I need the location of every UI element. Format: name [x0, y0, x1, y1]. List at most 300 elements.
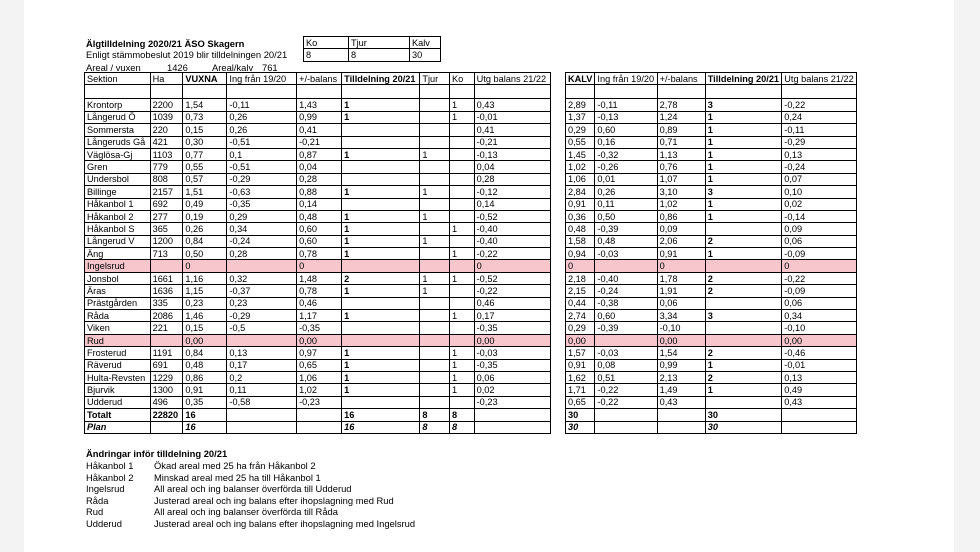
- table-cell: Bjurvik: [85, 384, 151, 396]
- table-cell: 0,78: [297, 285, 342, 297]
- areal-vuxen-value: 1426: [167, 62, 188, 73]
- table-cell: -0,35: [474, 359, 550, 371]
- table-cell: Håkanbol 2: [85, 210, 151, 222]
- table-row: [566, 396, 857, 408]
- table-cell: -0,39: [595, 322, 657, 334]
- table-cell: Undersbol: [85, 173, 151, 185]
- table-cell: 0,08: [595, 359, 657, 371]
- table-cell: 1: [705, 384, 782, 396]
- table-cell: -0,09: [782, 248, 857, 260]
- table-cell: [450, 173, 475, 185]
- table-cell: [297, 85, 342, 99]
- table-cell: -0,22: [595, 396, 657, 408]
- table-cell: 1: [342, 223, 420, 235]
- table-cell: Ha: [150, 73, 183, 85]
- table-cell: 0,09: [782, 223, 857, 235]
- table-cell: 0,49: [183, 198, 227, 210]
- table-cell: [657, 85, 705, 99]
- table-cell: -0,24: [782, 161, 857, 173]
- document-subtitle: Enligt stämmobeslut 2019 blir tilldelningen 20/21: [86, 49, 288, 60]
- table-cell: [450, 161, 475, 173]
- table-cell: 2: [342, 272, 420, 284]
- table-cell: 3: [705, 310, 782, 322]
- table-cell: 0,65: [297, 359, 342, 371]
- table-cell: 0: [297, 260, 342, 272]
- table-cell: Billinge: [85, 186, 151, 198]
- table-row: [566, 186, 857, 198]
- table-cell: [342, 85, 420, 99]
- table-cell: [342, 124, 420, 136]
- table-row: [85, 124, 551, 136]
- table-cell: 0,1: [227, 148, 297, 160]
- table-cell: -0,35: [297, 322, 342, 334]
- table-cell: 1: [420, 235, 450, 247]
- table-cell: 0,87: [297, 148, 342, 160]
- table-row: [566, 99, 857, 111]
- table-cell: 2157: [150, 186, 183, 198]
- table-cell: [450, 124, 475, 136]
- table-cell: 1: [705, 124, 782, 136]
- table-cell: 1,48: [297, 272, 342, 284]
- table-cell: [450, 85, 475, 99]
- table-cell: 1,51: [183, 186, 227, 198]
- table-cell: -0,09: [782, 285, 857, 297]
- table-cell: 220: [150, 124, 183, 136]
- table-cell: Tilldelning 20/21: [342, 73, 420, 85]
- table-cell: 0,09: [657, 223, 705, 235]
- table-cell: Viken: [85, 322, 151, 334]
- totals-row: [566, 409, 857, 421]
- table-cell: 0,11: [227, 384, 297, 396]
- table-cell: 0,60: [297, 223, 342, 235]
- table-cell: 0: [782, 260, 857, 272]
- table-row: [566, 334, 857, 346]
- table-cell: -0,03: [595, 347, 657, 359]
- table-cell: [227, 409, 297, 421]
- table-cell: [566, 85, 595, 99]
- table-cell: -0,21: [474, 136, 550, 148]
- table-cell: 0,60: [297, 235, 342, 247]
- table-cell: -0,38: [595, 297, 657, 309]
- document-title: Älgtilldelning 2020/21 ÄSO Skagern: [86, 38, 245, 49]
- table-cell: Utg balans 21/22: [474, 73, 550, 85]
- table-row: [85, 334, 551, 346]
- table-cell: 1: [705, 148, 782, 160]
- table-header-row: [566, 73, 857, 85]
- table-cell: 22820: [150, 409, 183, 421]
- change-text: Minskad areal med 25 ha till Håkanbol 1: [154, 471, 321, 483]
- plan-row: [85, 421, 551, 433]
- table-cell: 0,24: [782, 111, 857, 123]
- table-cell: Plan: [85, 421, 151, 433]
- table-cell: [342, 396, 420, 408]
- table-cell: 0,48: [595, 235, 657, 247]
- table-cell: [705, 223, 782, 235]
- table-cell: 0: [183, 260, 227, 272]
- table-cell: Utg balans 21/22: [782, 73, 857, 85]
- table-row: [85, 223, 551, 235]
- table-cell: Tilldelning 20/21: [705, 73, 782, 85]
- table-cell: 2,78: [657, 99, 705, 111]
- quota-value: 30: [410, 49, 441, 61]
- table-cell: -0,22: [474, 285, 550, 297]
- table-cell: 0,57: [183, 173, 227, 185]
- table-cell: Ingelsrud: [85, 260, 151, 272]
- table-cell: 0,26: [227, 111, 297, 123]
- table-row: [566, 260, 857, 272]
- table-cell: 1,45: [566, 148, 595, 160]
- table-cell: 0,89: [657, 124, 705, 136]
- table-cell: -0,40: [474, 223, 550, 235]
- table-cell: 0,06: [782, 297, 857, 309]
- table-cell: -0,11: [227, 99, 297, 111]
- table-cell: [342, 198, 420, 210]
- table-cell: [342, 161, 420, 173]
- table-cell: 0,06: [782, 235, 857, 247]
- table-cell: [227, 260, 297, 272]
- table-cell: 1: [420, 210, 450, 222]
- table-row: [85, 347, 551, 359]
- table-cell: Råda: [85, 310, 151, 322]
- table-cell: 2,13: [657, 371, 705, 383]
- table-cell: 1,91: [657, 285, 705, 297]
- table-cell: 1: [450, 371, 475, 383]
- table-row: [566, 248, 857, 260]
- table-cell: 0,13: [782, 371, 857, 383]
- table-cell: 1191: [150, 347, 183, 359]
- table-cell: -0,13: [595, 111, 657, 123]
- table-cell: 496: [150, 396, 183, 408]
- table-cell: 0,50: [183, 248, 227, 260]
- table-cell: [420, 173, 450, 185]
- table-row: [85, 384, 551, 396]
- table-cell: [420, 297, 450, 309]
- table-row: [85, 136, 551, 148]
- table-cell: -0,03: [595, 248, 657, 260]
- table-cell: 1: [342, 347, 420, 359]
- table-row: [85, 396, 551, 408]
- table-cell: 0: [657, 260, 705, 272]
- table-cell: 0,99: [657, 359, 705, 371]
- table-cell: -0,10: [657, 322, 705, 334]
- change-text: Ökad areal med 25 ha från Håkanbol 2: [154, 460, 316, 471]
- table-row: [85, 297, 551, 309]
- table-cell: 0,35: [183, 396, 227, 408]
- table-cell: -0,46: [782, 347, 857, 359]
- table-cell: 16: [342, 409, 420, 421]
- table-cell: [420, 223, 450, 235]
- table-cell: 1,54: [657, 347, 705, 359]
- table-cell: [420, 260, 450, 272]
- table-cell: 2,18: [566, 272, 595, 284]
- table-cell: Ing från 19/20: [595, 73, 657, 85]
- table-cell: 0,29: [227, 210, 297, 222]
- table-cell: -0,24: [595, 285, 657, 297]
- change-text: All areal och ing balanser överförda till Råda: [154, 506, 338, 517]
- table-cell: -0,01: [474, 111, 550, 123]
- table-cell: 1: [450, 223, 475, 235]
- table-cell: Ing från 19/20: [227, 73, 297, 85]
- table-cell: 0,43: [657, 396, 705, 408]
- table-cell: [595, 409, 657, 421]
- table-cell: -0,24: [227, 235, 297, 247]
- table-cell: 2,06: [657, 235, 705, 247]
- table-cell: 0,13: [782, 148, 857, 160]
- table-cell: 0,60: [595, 124, 657, 136]
- table-cell: 0,48: [566, 223, 595, 235]
- table-cell: 1,71: [566, 384, 595, 396]
- table-cell: [420, 396, 450, 408]
- table-cell: 1: [705, 198, 782, 210]
- table-row: [566, 136, 857, 148]
- table-cell: [183, 85, 227, 99]
- table-cell: 30: [705, 421, 782, 433]
- table-cell: 0,28: [297, 173, 342, 185]
- table-cell: 0,11: [595, 198, 657, 210]
- table-cell: -0,22: [595, 384, 657, 396]
- table-cell: 0,00: [183, 334, 227, 346]
- table-cell: -0,5: [227, 322, 297, 334]
- table-cell: 0,46: [297, 297, 342, 309]
- table-cell: [657, 421, 705, 433]
- table-row: [85, 111, 551, 123]
- table-cell: [420, 198, 450, 210]
- table-cell: [782, 85, 857, 99]
- table-cell: -0,22: [782, 272, 857, 284]
- table-row: [85, 198, 551, 210]
- table-cell: +/-balans: [297, 73, 342, 85]
- table-cell: [420, 371, 450, 383]
- table-cell: [450, 198, 475, 210]
- table-cell: 1: [420, 148, 450, 160]
- table-row: [85, 285, 551, 297]
- table-cell: 0,14: [297, 198, 342, 210]
- table-cell: 16: [342, 421, 420, 433]
- table-cell: Räverud: [85, 359, 151, 371]
- table-cell: 1: [705, 111, 782, 123]
- table-row: [566, 223, 857, 235]
- table-cell: [450, 396, 475, 408]
- table-cell: [85, 85, 151, 99]
- table-cell: 1636: [150, 285, 183, 297]
- table-cell: 0,73: [183, 111, 227, 123]
- table-cell: 1: [705, 248, 782, 260]
- table-cell: [150, 334, 183, 346]
- table-cell: 1: [342, 310, 420, 322]
- table-cell: [595, 334, 657, 346]
- table-cell: 0,30: [183, 136, 227, 148]
- table-cell: 30: [566, 421, 595, 433]
- table-cell: -0,11: [782, 124, 857, 136]
- table-spacer-row: [566, 85, 857, 99]
- table-row: [85, 161, 551, 173]
- table-cell: 2: [705, 235, 782, 247]
- change-section: Råda: [86, 494, 109, 506]
- table-cell: 1,78: [657, 272, 705, 284]
- table-cell: [297, 421, 342, 433]
- table-row: [85, 99, 551, 111]
- table-cell: [450, 260, 475, 272]
- calf-allocation-table: [565, 72, 857, 434]
- table-cell: [657, 409, 705, 421]
- table-cell: [474, 421, 550, 433]
- table-cell: -0,22: [474, 248, 550, 260]
- table-cell: 421: [150, 136, 183, 148]
- table-cell: [782, 421, 857, 433]
- table-cell: 1: [342, 210, 420, 222]
- table-cell: 0,86: [183, 371, 227, 383]
- table-cell: 0,26: [183, 223, 227, 235]
- table-cell: 0,60: [595, 310, 657, 322]
- table-cell: -0,14: [782, 210, 857, 222]
- table-cell: 0,99: [297, 111, 342, 123]
- table-cell: Frosterud: [85, 347, 151, 359]
- table-cell: Krontorp: [85, 99, 151, 111]
- table-cell: 3,34: [657, 310, 705, 322]
- table-row: [85, 322, 551, 334]
- table-cell: -0,12: [474, 186, 550, 198]
- table-cell: 1: [705, 136, 782, 148]
- change-section: Ingelsrud: [86, 483, 125, 494]
- table-cell: 0,00: [657, 334, 705, 346]
- table-row: [566, 322, 857, 334]
- table-cell: [705, 322, 782, 334]
- table-cell: [705, 334, 782, 346]
- table-cell: [450, 297, 475, 309]
- quota-header: Kalv: [410, 37, 441, 49]
- table-cell: -0,37: [227, 285, 297, 297]
- table-cell: 3: [705, 99, 782, 111]
- table-cell: 0,78: [297, 248, 342, 260]
- quota-header: Tjur: [349, 37, 410, 49]
- table-cell: 1,02: [657, 198, 705, 210]
- table-cell: -0,51: [227, 161, 297, 173]
- table-cell: 1: [342, 111, 420, 123]
- table-cell: 0,15: [183, 322, 227, 334]
- table-cell: Långeruds Gå: [85, 136, 151, 148]
- areal-vuxen-label: Areal / vuxen: [86, 62, 141, 73]
- table-cell: Totalt: [85, 409, 151, 421]
- table-cell: 1: [342, 248, 420, 260]
- change-text: Justerad areal och ing balans efter ihopslagning med Ingelsrud: [154, 517, 416, 529]
- table-cell: [782, 409, 857, 421]
- table-cell: 0,23: [227, 297, 297, 309]
- change-section: Udderud: [86, 517, 122, 529]
- table-cell: 0,00: [782, 334, 857, 346]
- table-row: [85, 260, 551, 272]
- table-cell: -0,29: [782, 136, 857, 148]
- table-cell: 1: [420, 272, 450, 284]
- table-cell: 1: [420, 285, 450, 297]
- table-cell: 2200: [150, 99, 183, 111]
- table-cell: [420, 384, 450, 396]
- table-cell: 0,00: [474, 334, 550, 346]
- table-cell: Ko: [450, 73, 475, 85]
- table-cell: -0,35: [474, 322, 550, 334]
- table-cell: 0,29: [566, 322, 595, 334]
- table-cell: Väglösa-Gj: [85, 148, 151, 160]
- table-cell: -0,21: [297, 136, 342, 148]
- table-cell: 0,23: [183, 297, 227, 309]
- table-cell: Jonsbol: [85, 272, 151, 284]
- areal-kalv-value: 761: [262, 62, 278, 73]
- table-cell: 221: [150, 322, 183, 334]
- change-text: All areal och ing balanser överförda till Udderud: [154, 483, 352, 494]
- table-cell: 0,26: [227, 124, 297, 136]
- totals-row: [85, 409, 551, 421]
- table-cell: -0,22: [782, 99, 857, 111]
- table-row: [85, 359, 551, 371]
- table-cell: [342, 173, 420, 185]
- table-cell: 0,77: [183, 148, 227, 160]
- table-cell: 0,50: [595, 210, 657, 222]
- table-cell: 1300: [150, 384, 183, 396]
- table-cell: 692: [150, 198, 183, 210]
- table-cell: 1,57: [566, 347, 595, 359]
- table-cell: 8: [420, 409, 450, 421]
- table-cell: 2: [705, 272, 782, 284]
- table-cell: 1,16: [183, 272, 227, 284]
- quota-value: 8: [304, 49, 349, 61]
- table-cell: 0,28: [474, 173, 550, 185]
- table-row: [566, 124, 857, 136]
- table-cell: 1: [450, 310, 475, 322]
- table-cell: 0,34: [227, 223, 297, 235]
- table-cell: [450, 210, 475, 222]
- table-cell: [297, 409, 342, 421]
- table-row: [85, 148, 551, 160]
- table-cell: 0,84: [183, 235, 227, 247]
- quota-table: [303, 36, 441, 62]
- table-cell: 779: [150, 161, 183, 173]
- table-cell: [420, 136, 450, 148]
- table-cell: 0: [566, 260, 595, 272]
- table-cell: 0,41: [474, 124, 550, 136]
- table-cell: 1,37: [566, 111, 595, 123]
- table-cell: 0,13: [227, 347, 297, 359]
- table-cell: [227, 421, 297, 433]
- areal-kalv-label: Areal/kalv: [212, 62, 254, 73]
- change-section: Rud: [86, 506, 104, 517]
- table-cell: [150, 260, 183, 272]
- table-cell: 1,15: [183, 285, 227, 297]
- table-cell: -0,51: [227, 136, 297, 148]
- table-row: [566, 111, 857, 123]
- table-cell: 0,04: [297, 161, 342, 173]
- table-cell: 0,51: [595, 371, 657, 383]
- table-row: [85, 310, 551, 322]
- table-cell: 0,41: [297, 124, 342, 136]
- table-cell: 1,58: [566, 235, 595, 247]
- table-cell: 1,24: [657, 111, 705, 123]
- table-cell: 0,48: [183, 359, 227, 371]
- table-cell: -0,03: [474, 347, 550, 359]
- table-cell: 1: [450, 248, 475, 260]
- table-cell: 0,49: [782, 384, 857, 396]
- table-cell: 1,06: [297, 371, 342, 383]
- table-cell: -0,23: [474, 396, 550, 408]
- table-cell: -0,11: [595, 99, 657, 111]
- table-cell: 0,36: [566, 210, 595, 222]
- table-cell: -0,26: [595, 161, 657, 173]
- table-cell: 0,94: [566, 248, 595, 260]
- change-text: Justerad areal och ing balans efter ihopslagning med Rud: [154, 494, 394, 506]
- table-cell: [420, 310, 450, 322]
- document-page: [24, 0, 954, 552]
- table-row: [566, 161, 857, 173]
- table-cell: -0,63: [227, 186, 297, 198]
- table-cell: [705, 85, 782, 99]
